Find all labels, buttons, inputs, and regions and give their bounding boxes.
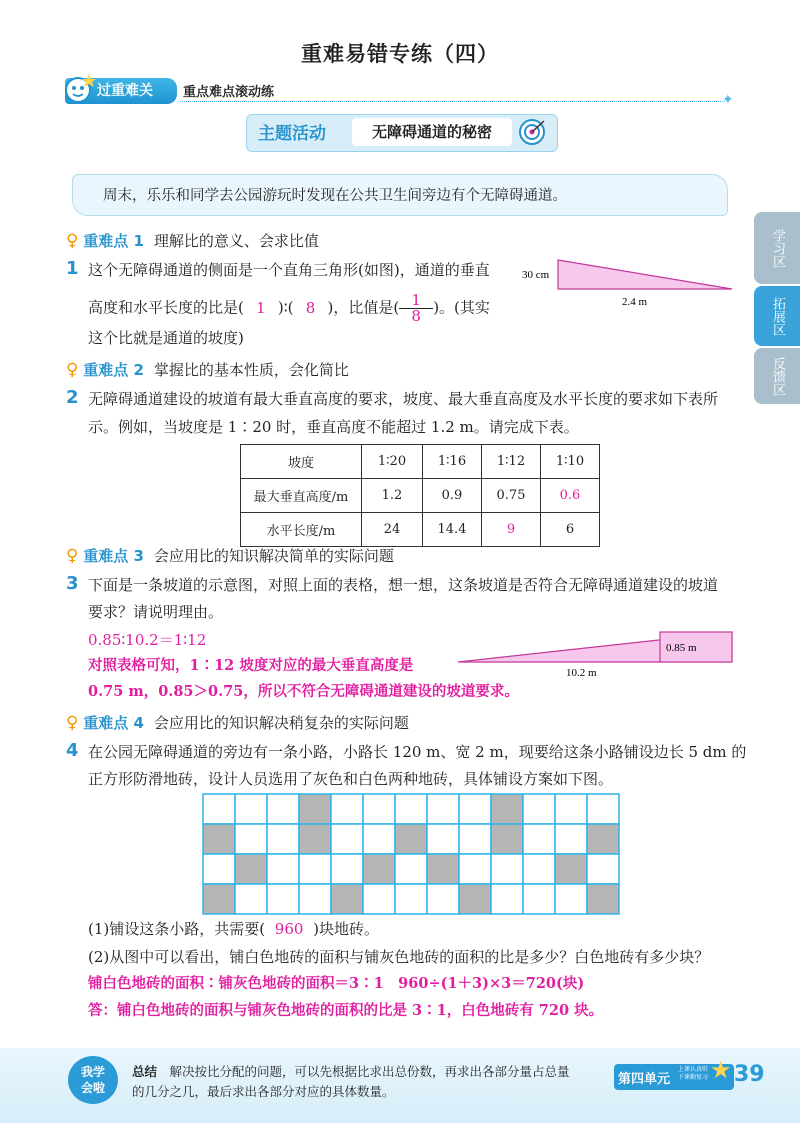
white-tile: [587, 794, 619, 824]
bulb-icon: ♀: [66, 546, 79, 566]
unit-slogan: 上课认真听 下课勤复习: [678, 1066, 709, 1081]
ramp-figure-1: [518, 255, 738, 310]
target-icon: [518, 118, 546, 146]
table-row: 坡度 1∶20 1∶16 1∶12 1∶10: [241, 445, 600, 479]
white-tile: [299, 854, 331, 884]
header-divider: [180, 101, 725, 102]
keypoint-4: ♀ 重难点 4 会应用比的知识解决稍复杂的实际问题: [66, 713, 409, 733]
table-header: 水平长度/m: [241, 513, 362, 547]
white-tile: [459, 824, 491, 854]
gray-tile: [587, 884, 619, 914]
summary-text: 总结 解决按比分配的问题，可以先根据比求出总份数，再求出各部分量占总量 的几分之几，最后求出各部分对应的具体数量。: [132, 1064, 570, 1099]
tab-study[interactable]: 学习区: [754, 212, 800, 284]
white-tile: [267, 794, 299, 824]
answer-cell: 9: [482, 513, 541, 547]
gray-tile: [203, 824, 235, 854]
gray-tile: [555, 854, 587, 884]
q4-text: 在公园无障碍通道的旁边有一条小路，小路长 120 m、宽 2 m，现要给这条小路铺设边长 5 dm 的: [88, 743, 747, 761]
ramp-height-label: 0.85 m: [666, 642, 697, 654]
answer-blank: 960: [274, 920, 304, 938]
gray-tile: [299, 794, 331, 824]
white-tile: [299, 884, 331, 914]
keypoint-2: ♀ 重难点 2 掌握比的基本性质，会化简比: [66, 360, 349, 380]
q4-sub1: (1)铺设这条小路，共需要( 960 )块地砖。: [88, 920, 379, 938]
white-tile: [363, 884, 395, 914]
white-tile: [523, 824, 555, 854]
gray-tile: [491, 794, 523, 824]
white-tile: [363, 824, 395, 854]
q4-answer: 铺白色地砖的面积∶铺灰色地砖的面积＝3∶1 960÷(1＋3)×3＝720(块): [88, 975, 585, 992]
unit-label: 第四单元: [618, 1072, 671, 1087]
q2-text: 无障碍通道建设的坡道有最大垂直高度的要求，坡度、最大垂直高度及水平长度的要求如下表所: [88, 390, 719, 408]
gray-tile: [299, 824, 331, 854]
white-tile: [363, 794, 395, 824]
gray-tile: [491, 824, 523, 854]
gray-tile: [203, 884, 235, 914]
q1-note: 这个比就是通道的坡度): [88, 329, 244, 347]
q3-text: 下面是一条坡道的示意图，对照上面的表格，想一想，这条坡道是否符合无障碍通道建设的坡道: [88, 576, 719, 594]
q3-answer: 0.75 m，0.85＞0.75，所以不符合无障碍通道建设的坡道要求。: [88, 683, 519, 700]
keypoint-1: ♀ 重难点 1 理解比的意义、会求比值: [66, 231, 319, 251]
page-number: 39: [734, 1062, 765, 1087]
gray-tile: [395, 824, 427, 854]
gray-tile: [331, 884, 363, 914]
q4-sub2: (2)从图中可以看出，铺白色地砖的面积与铺灰色地砖的面积的比是多少？白色地砖有多少块？: [88, 948, 710, 966]
white-tile: [491, 884, 523, 914]
q3-answer: 对照表格可知，1∶12 坡度对应的最大垂直高度是: [88, 657, 414, 674]
white-tile: [267, 824, 299, 854]
white-tile: [491, 854, 523, 884]
white-tile: [427, 824, 459, 854]
slope-table: [240, 444, 600, 547]
white-tile: [459, 794, 491, 824]
bulb-icon: ♀: [66, 231, 79, 251]
white-tile: [427, 794, 459, 824]
q4-answer: 答：铺白色地砖的面积与铺灰色地砖的面积的比是 3∶1，白色地砖有 720 块。: [88, 1002, 604, 1019]
ramp-length-label: 2.4 m: [622, 296, 648, 308]
fraction-answer: $\frac{1}{8}$: [399, 293, 433, 324]
gray-tile: [587, 824, 619, 854]
ramp-length-label: 10.2 m: [566, 667, 597, 679]
question-number: 3: [66, 573, 79, 594]
white-tile: [523, 794, 555, 824]
question-number: 2: [66, 387, 79, 408]
gray-tile: [363, 854, 395, 884]
answer-blank: 8: [305, 298, 316, 317]
gray-tile: [459, 884, 491, 914]
q3-text: 要求？请说明理由。: [88, 603, 224, 621]
bulb-icon: ♀: [66, 713, 79, 733]
white-tile: [395, 794, 427, 824]
white-tile: [235, 824, 267, 854]
mascot-icon: [62, 72, 98, 106]
ramp-height-label: 30 cm: [522, 269, 550, 281]
white-tile: [203, 854, 235, 884]
section-badge: 过重难关: [65, 78, 177, 104]
white-tile: [395, 854, 427, 884]
tab-extend[interactable]: 拓展区: [754, 286, 800, 346]
q1-blank-line: 高度和水平长度的比是( 1 )∶( 8 )，比值是( $\frac{1}{8}$ )。(其实: [88, 291, 490, 325]
question-number: 1: [66, 258, 79, 279]
tab-feedback[interactable]: 反馈区: [754, 348, 800, 404]
q1-text: 这个无障碍通道的侧面是一个直角三角形(如图)，通道的垂直: [88, 261, 490, 279]
white-tile: [203, 794, 235, 824]
white-tile: [523, 854, 555, 884]
white-tile: [235, 884, 267, 914]
summary-badge: 我学 会啦: [68, 1056, 118, 1104]
white-tile: [587, 854, 619, 884]
table-header: 坡度: [241, 445, 362, 479]
white-tile: [267, 884, 299, 914]
table-row: 最大垂直高度/m 1.2 0.9 0.75 0.6: [241, 479, 600, 513]
tile-grid: [202, 793, 620, 915]
white-tile: [235, 794, 267, 824]
theme-name: 无障碍通道的秘密: [352, 118, 512, 146]
white-tile: [395, 884, 427, 914]
white-tile: [555, 824, 587, 854]
white-tile: [331, 794, 363, 824]
q3-answer: 0.85∶10.2＝1∶12: [88, 631, 207, 649]
star-icon: ✦: [722, 92, 734, 108]
keypoint-3: ♀ 重难点 3 会应用比的知识解决简单的实际问题: [66, 546, 394, 566]
white-tile: [331, 854, 363, 884]
white-tile: [459, 854, 491, 884]
table-header: 最大垂直高度/m: [241, 479, 362, 513]
theme-label: 主题活动: [258, 124, 326, 144]
section-subtitle: 重点难点滚动练: [183, 85, 275, 100]
intro-box: 周末，乐乐和同学去公园游玩时发现在公共卫生间旁边有个无障碍通道。: [72, 174, 728, 216]
star-mascot-icon: ★: [710, 1056, 732, 1084]
white-tile: [523, 884, 555, 914]
q2-text: 示。例如，当坡度是 1∶20 时，垂直高度不能超过 1.2 m。请完成下表。: [88, 418, 579, 436]
white-tile: [427, 884, 459, 914]
white-tile: [267, 854, 299, 884]
gray-tile: [427, 854, 459, 884]
white-tile: [555, 794, 587, 824]
white-tile: [331, 824, 363, 854]
bulb-icon: ♀: [66, 360, 79, 380]
question-number: 4: [66, 740, 79, 761]
table-row: 水平长度/m 24 14.4 9 6: [241, 513, 600, 547]
ramp-figure-2: [456, 630, 736, 682]
gray-tile: [235, 854, 267, 884]
page-title: 重难易错专练（四）: [301, 41, 499, 66]
q4-text: 正方形防滑地砖，设计人员选用了灰色和白色两种地砖，具体铺设方案如下图。: [88, 770, 614, 788]
white-tile: [555, 884, 587, 914]
answer-cell: 0.6: [541, 479, 600, 513]
answer-blank: 1: [256, 298, 266, 317]
